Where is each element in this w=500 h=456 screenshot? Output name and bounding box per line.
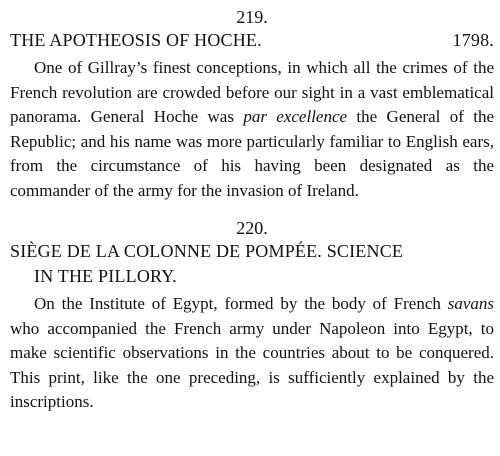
description-italic-text: savans bbox=[447, 294, 494, 313]
entry-separator bbox=[10, 203, 494, 217]
entry-year: 1798. bbox=[452, 30, 494, 50]
entry-number: 220. bbox=[236, 218, 268, 238]
entry-description bbox=[10, 292, 494, 415]
description-italic-text: par excellence bbox=[243, 107, 348, 126]
description-text: One of Gillray’s finest conceptions, in which all the crimes of the French revolution are crowded before our sight in a vast emblematical panorama. General Hoche was bbox=[10, 58, 494, 126]
entry-description bbox=[10, 56, 494, 203]
entry-heading bbox=[10, 28, 494, 52]
description-text: On the Institute of Egypt, formed by the body of French bbox=[34, 294, 448, 313]
entry-heading bbox=[10, 239, 494, 289]
entry-title-line-2: IN THE PILLORY. bbox=[34, 266, 177, 286]
entry-number: 219. bbox=[236, 7, 268, 27]
description-text: the General of the Republic; and his name was more particularly familiar to English ears, from the circumstance of his having been designated as the commander of the army for the invasion of Ireland. bbox=[10, 107, 494, 200]
entry-title-line-1: SIÈGE DE LA COLONNE DE POMPÉE. SCIENCE bbox=[10, 241, 404, 261]
catalogue-entry-220 bbox=[10, 217, 494, 415]
catalogue-page bbox=[10, 6, 494, 415]
entry-title: THE APOTHEOSIS OF HOCHE. bbox=[10, 30, 262, 50]
description-text: who accompanied the French army under Napoleon into Egypt, to make scientific observations in the countries about to be conquered. This print, like the one preceding, is sufficiently explained by the inscriptions. bbox=[10, 318, 494, 411]
catalogue-entry-219 bbox=[10, 6, 494, 203]
